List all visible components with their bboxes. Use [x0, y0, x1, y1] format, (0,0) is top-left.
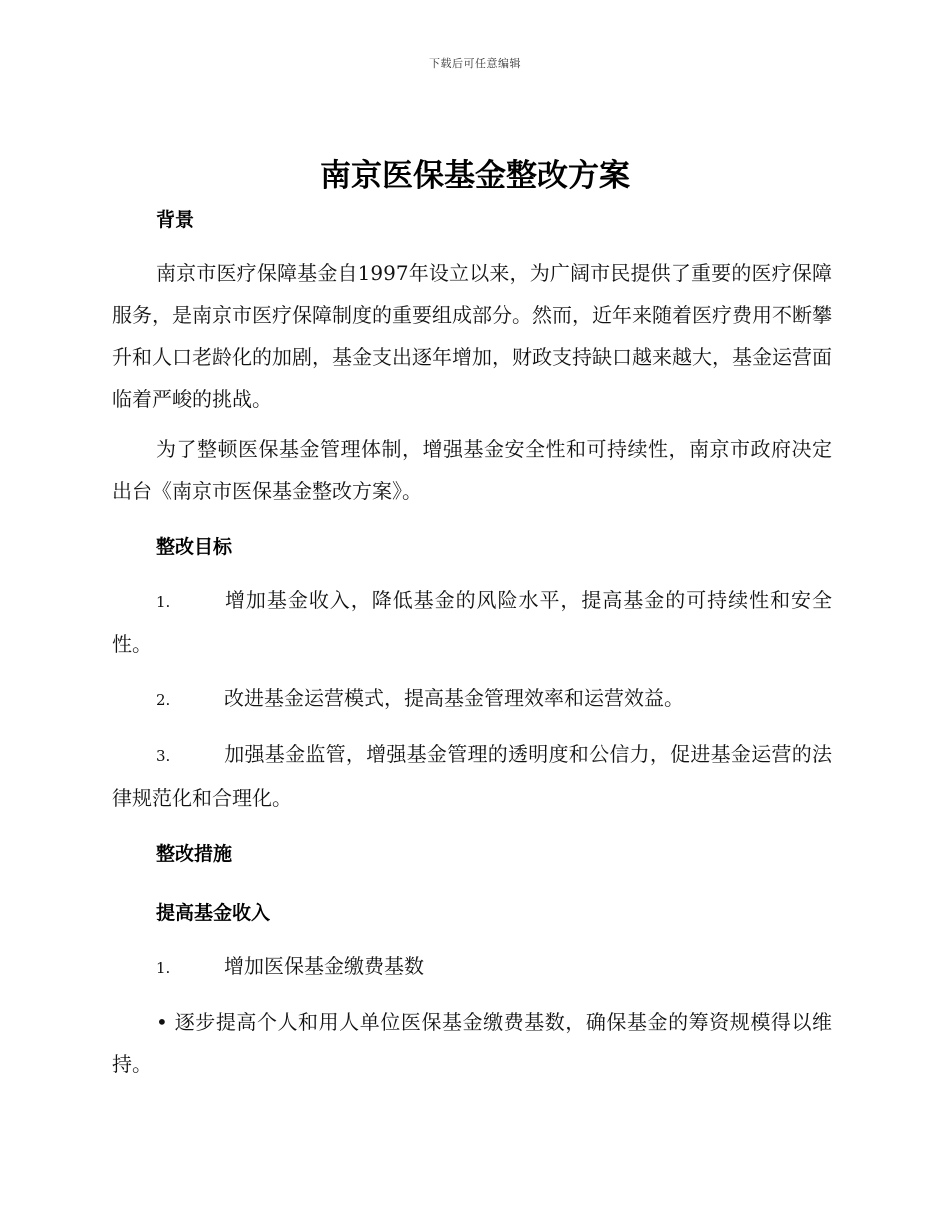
section-heading-background: 背景	[156, 209, 195, 231]
list-item-income-1	[112, 945, 832, 989]
document-body	[112, 205, 832, 1085]
list-item-goal-3	[112, 733, 832, 819]
section-heading-goals: 整改目标	[156, 536, 233, 558]
bullet-paragraph-income: • 逐步提高个人和用人单位医保基金缴费基数，确保基金的筹资规模得以维持。	[112, 1010, 832, 1076]
header-note: 下载后可任意编辑	[429, 57, 521, 70]
list-number: 1.	[156, 959, 171, 977]
document-title: 南京医保基金整改方案	[320, 158, 630, 194]
subsection-heading-income: 提高基金收入	[156, 902, 271, 924]
list-number: 1.	[156, 593, 171, 611]
list-text: 增加基金收入，降低基金的风险水平，提高基金的可持续性和安全性。	[112, 588, 832, 656]
section-heading-measures: 整改措施	[156, 843, 233, 865]
list-number: 2.	[156, 691, 171, 709]
list-text: 改进基金运营模式，提高基金管理效率和运营效益。	[224, 686, 684, 710]
list-item-goal-2	[112, 677, 832, 721]
list-text: 加强基金监管，增强基金管理的透明度和公信力，促进基金运营的法律规范化和合理化。	[112, 742, 832, 810]
list-number: 3.	[156, 747, 171, 765]
list-item-goal-1	[112, 579, 832, 665]
paragraph-background-2: 为了整顿医保基金管理体制，增强基金安全性和可持续性，南京市政府决定出台《南京市医保基金整改方案》。	[112, 437, 832, 503]
list-text: 增加医保基金缴费基数	[224, 954, 424, 978]
paragraph-background-1: 南京市医疗保障基金自1997年设立以来，为广阔市民提供了重要的医疗保障服务，是南京市医疗保障制度的重要组成部分。然而，近年来随着医疗费用不断攀升和人口老龄化的加剧，基金支出逐年增加，财政支持缺口越来越大，基金运营面临着严峻的挑战。	[112, 261, 832, 411]
